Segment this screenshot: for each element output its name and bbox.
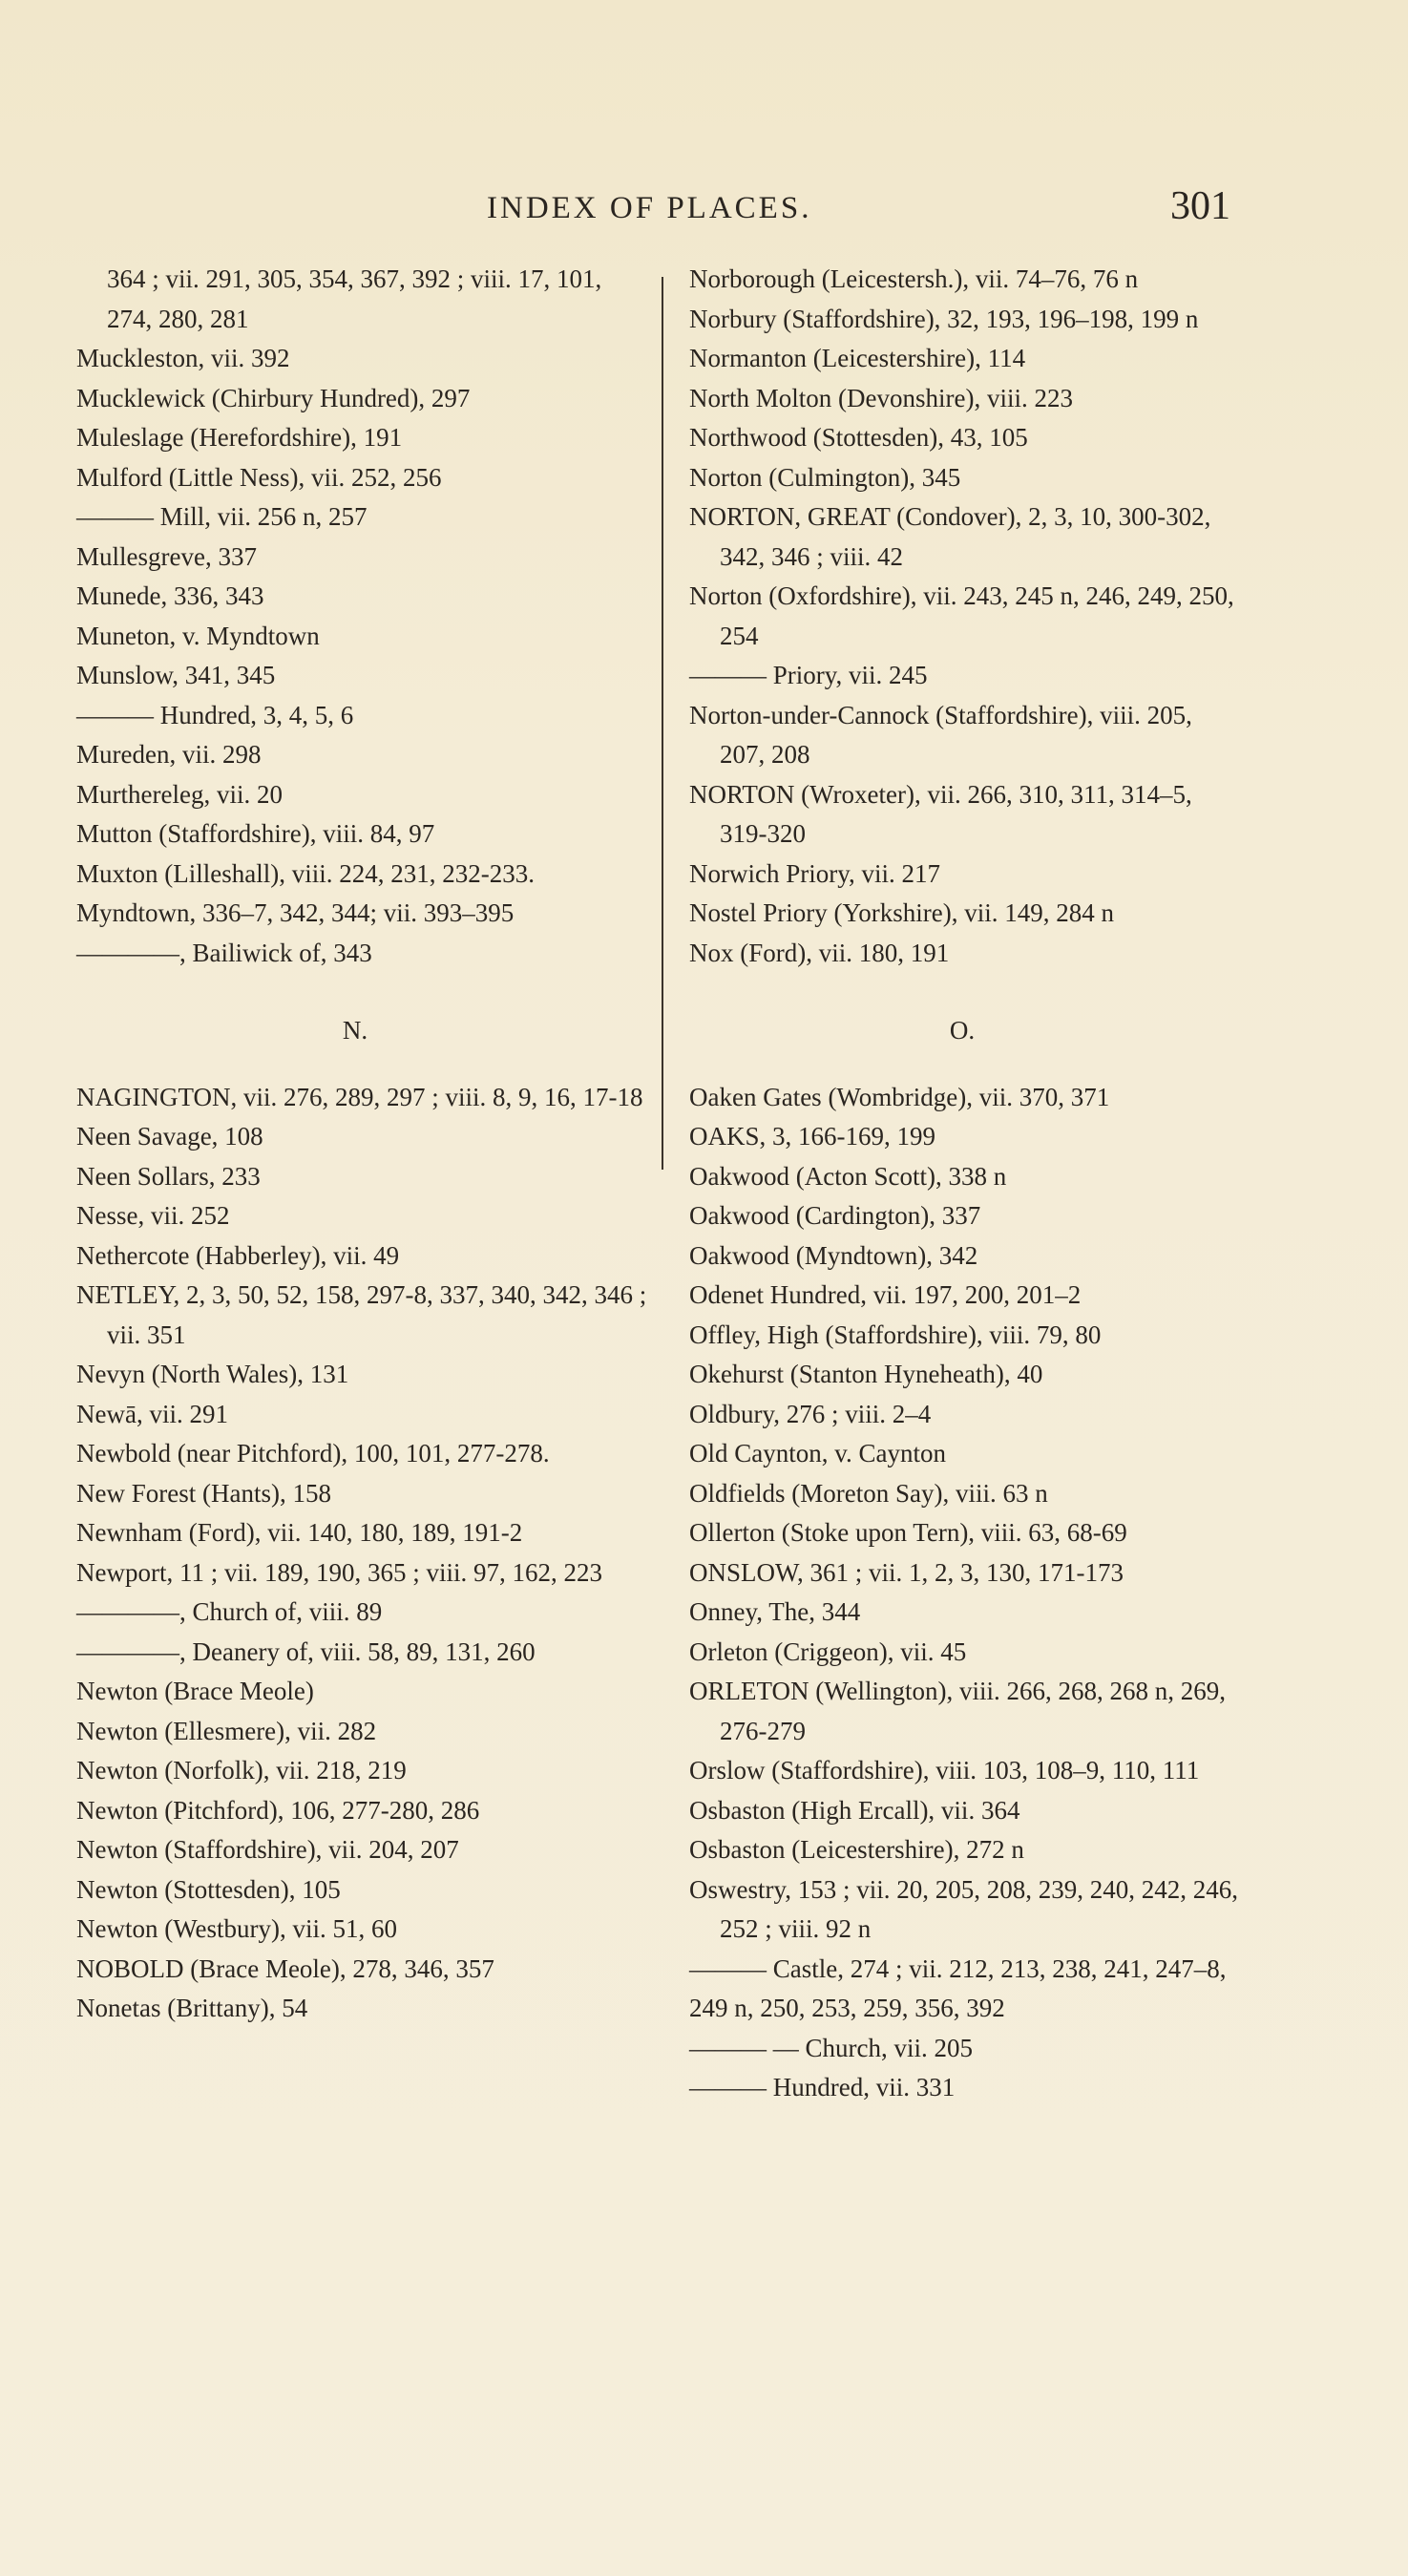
index-entry: ——— Hundred, vii. 331 [689, 2073, 956, 2101]
index-entry: Neen Sollars, 233 [76, 1161, 261, 1191]
page-number: 301 [1170, 184, 1230, 228]
index-entry: New Forest (Hants), 158 [76, 1478, 331, 1508]
index-entry: Okehurst (Stanton Hyneheath), 40 [689, 1360, 1043, 1388]
index-entry: Muleslage (Herefordshire), 191 [76, 423, 403, 452]
index-entry: Newbold (near Pitchford), 100, 101, 277-278. [76, 1439, 550, 1467]
index-entry: Newport, 11 ; vii. 189, 190, 365 ; viii. 97, 162, 223 [76, 1557, 602, 1587]
index-entry: Osbaston (High Ercall), vii. 364 [689, 1795, 1020, 1825]
left-top-entries [76, 260, 649, 973]
index-entry: Nox (Ford), vii. 180, 191 [689, 938, 950, 967]
section-letter-n: N. [342, 1016, 368, 1045]
index-entry: Mutton (Staffordshire), viii. 84, 97 [76, 819, 435, 848]
index-entry: Newā, vii. 291 [76, 1399, 228, 1428]
index-entry: Nonetas (Brittany), 54 [76, 1994, 308, 2022]
index-entry: Nostel Priory (Yorkshire), vii. 149, 284 n [689, 898, 1114, 927]
index-entry: NORTON, GREAT (Condover), 2, 3, 10, 300-302, 342, 346 ; viii. 42 [689, 502, 1211, 571]
index-entry: ——— Priory, vii. 245 [689, 661, 928, 689]
right-column [689, 260, 1243, 2108]
index-entry: NETLEY, 2, 3, 50, 52, 158, 297-8, 337, 340, 342, 346 ; vii. 351 [76, 1280, 647, 1349]
index-entry: ONSLOW, 361 ; vii. 1, 2, 3, 130, 171-173 [689, 1557, 1124, 1587]
index-entry: ————, Church of, viii. 89 [76, 1597, 383, 1626]
column-divider [662, 277, 663, 1170]
index-entry: Norwich Priory, vii. 217 [689, 858, 940, 888]
index-entry: Newnham (Ford), vii. 140, 180, 189, 191-2 [76, 1518, 523, 1547]
index-entry: Oaken Gates (Wombridge), vii. 370, 371 [689, 1082, 1110, 1111]
index-entry: ORLETON (Wellington), viii. 266, 268, 268 n, 269, 276-279 [689, 1677, 1227, 1745]
index-entry: Mulford (Little Ness), vii. 252, 256 [76, 462, 442, 492]
index-entry: Muneton, v. Myndtown [76, 621, 320, 650]
index-entry: NORTON (Wroxeter), vii. 266, 310, 311, 314–5, 319-320 [689, 779, 1192, 848]
index-entry: Norbury (Staffordshire), 32, 193, 196–198, 199 n [689, 304, 1199, 333]
index-entry: ——— Castle, 274 ; vii. 212, 213, 238, 241, 247–8, 249 n, 250, 253, 259, 356, 392 [689, 1953, 1227, 2022]
index-entry: Mullesgreve, 337 [76, 541, 257, 571]
running-title: INDEX OF PLACES. [487, 191, 812, 225]
index-entry: ——— — Church, vii. 205 [689, 2033, 973, 2062]
page-header [0, 184, 1408, 235]
index-entry: Nevyn (North Wales), 131 [76, 1360, 349, 1388]
index-entry: Normanton (Leicestershire), 114 [689, 344, 1026, 372]
index-entry: Newton (Westbury), vii. 51, 60 [76, 1914, 398, 1943]
index-entry: Onney, The, 344 [689, 1597, 861, 1626]
index-entry: NAGINGTON, vii. 276, 289, 297 ; viii. 8, 9, 16, 17-18 [76, 1082, 643, 1111]
index-entry: Muckleston, vii. 392 [76, 344, 290, 372]
left-column [76, 260, 649, 2029]
section-letter-o: O. [949, 1016, 976, 1045]
index-entry: Norborough (Leicestersh.), vii. 74–76, 76 n [689, 264, 1139, 293]
index-entry: Osbaston (Leicestershire), 272 n [689, 1835, 1024, 1864]
index-entry: Murthereleg, vii. 20 [76, 779, 283, 809]
index-entry: Oakwood (Acton Scott), 338 n [689, 1161, 1007, 1191]
index-entry: Nesse, vii. 252 [76, 1201, 230, 1230]
index-entry: Oakwood (Myndtown), 342 [689, 1240, 978, 1270]
index-entry: Newton (Brace Meole) [76, 1677, 314, 1705]
index-entry: Oldfields (Moreton Say), viii. 63 n [689, 1478, 1048, 1508]
index-entry: Munede, 336, 343 [76, 581, 264, 610]
index-entry: North Molton (Devonshire), viii. 223 [689, 383, 1073, 412]
index-entry: Newton (Stottesden), 105 [76, 1874, 341, 1904]
index-entry: Myndtown, 336–7, 342, 344; vii. 393–395 [76, 898, 515, 927]
index-entry: 364 ; vii. 291, 305, 354, 367, 392 ; viii. 17, 101, 274, 280, 281 [107, 264, 602, 333]
index-entry: NOBOLD (Brace Meole), 278, 346, 357 [76, 1953, 494, 1983]
index-entry: Orslow (Staffordshire), viii. 103, 108–9, 110, 111 [689, 1756, 1200, 1784]
index-entry: ————, Deanery of, viii. 58, 89, 131, 260 [76, 1636, 536, 1666]
index-entry: Norton-under-Cannock (Staffordshire), viii. 205, 207, 208 [689, 700, 1192, 769]
index-entry: Mureden, vii. 298 [76, 740, 262, 769]
index-entry: Newton (Staffordshire), vii. 204, 207 [76, 1835, 459, 1864]
left-section-entries [76, 1078, 649, 2029]
right-section-entries [689, 1078, 1243, 2108]
index-entry: Muxton (Lilleshall), viii. 224, 231, 232-233. [76, 858, 535, 888]
index-entry: Odenet Hundred, vii. 197, 200, 201–2 [689, 1280, 1082, 1309]
index-entry: ————, Bailiwick of, 343 [76, 938, 372, 967]
index-entry: Newton (Norfolk), vii. 218, 219 [76, 1756, 407, 1784]
index-entry: Neen Savage, 108 [76, 1122, 263, 1151]
index-entry: Oakwood (Cardington), 337 [689, 1201, 981, 1230]
index-entry: Old Caynton, v. Caynton [689, 1439, 946, 1467]
index-entry: Nethercote (Habberley), vii. 49 [76, 1240, 400, 1270]
index-entry: Northwood (Stottesden), 43, 105 [689, 423, 1028, 452]
index-entry: Newton (Ellesmere), vii. 282 [76, 1716, 377, 1745]
right-top-entries [689, 260, 1243, 973]
index-entry: ——— Mill, vii. 256 n, 257 [76, 502, 368, 531]
index-entry: OAKS, 3, 166-169, 199 [689, 1122, 936, 1151]
index-entry: Ollerton (Stoke upon Tern), viii. 63, 68-69 [689, 1518, 1127, 1547]
index-entry: ——— Hundred, 3, 4, 5, 6 [76, 700, 354, 729]
index-entry: Munslow, 341, 345 [76, 661, 276, 689]
index-entry: Orleton (Criggeon), vii. 45 [689, 1636, 967, 1666]
index-entry: Oldbury, 276 ; viii. 2–4 [689, 1399, 932, 1428]
index-entry: Offley, High (Staffordshire), viii. 79, 80 [689, 1320, 1102, 1349]
index-entry: Norton (Culmington), 345 [689, 462, 961, 492]
index-entry: Norton (Oxfordshire), vii. 243, 245 n, 246, 249, 250, 254 [689, 581, 1234, 650]
index-entry: Oswestry, 153 ; vii. 20, 205, 208, 239, 240, 242, 246, 252 ; viii. 92 n [689, 1874, 1238, 1943]
index-entry: Newton (Pitchford), 106, 277-280, 286 [76, 1795, 480, 1825]
index-entry: Mucklewick (Chirbury Hundred), 297 [76, 383, 471, 412]
